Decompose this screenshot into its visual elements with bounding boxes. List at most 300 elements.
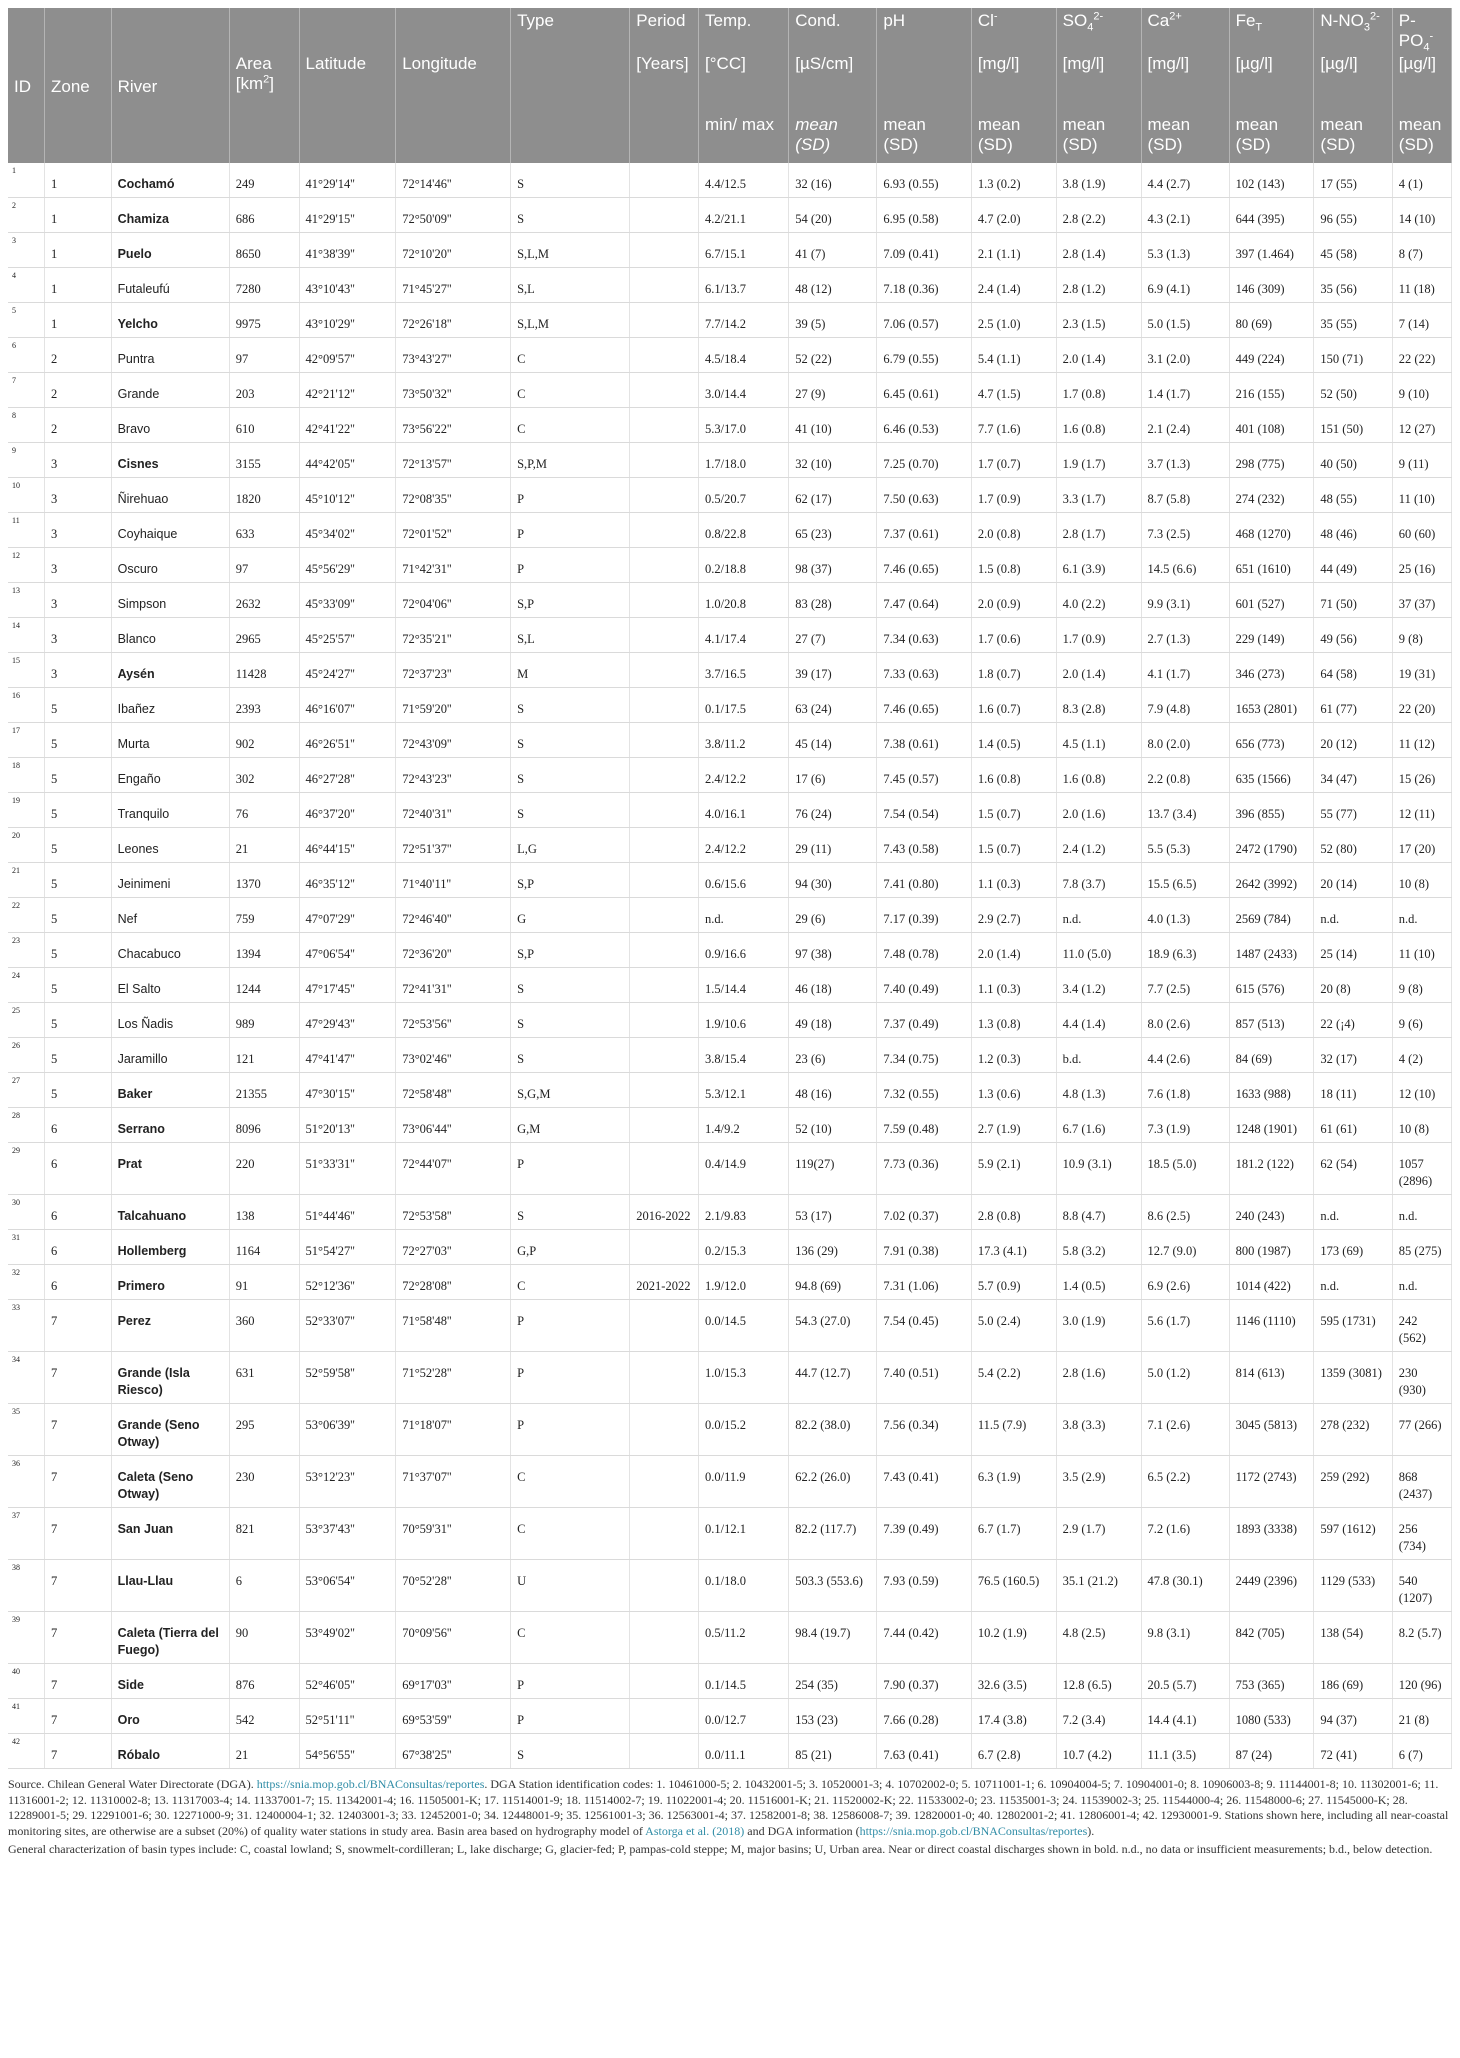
cell-ca: 13.7 (3.4) xyxy=(1141,793,1229,828)
cell-river: Caleta (Tierra del Fuego) xyxy=(111,1612,229,1664)
cell-no3: 44 (49) xyxy=(1314,548,1392,583)
cell-po4: 8.2 (5.7) xyxy=(1392,1612,1451,1664)
cell-period xyxy=(630,1038,699,1073)
cell-no3: 597 (1612) xyxy=(1314,1508,1392,1560)
cell-river: Hollemberg xyxy=(111,1230,229,1265)
cell-area: 610 xyxy=(229,408,299,443)
cell-fe: 644 (395) xyxy=(1229,198,1314,233)
cell-lat: 46°37'20'' xyxy=(299,793,396,828)
cell-po4: 242 (562) xyxy=(1392,1300,1451,1352)
cell-lon: 67°38'25'' xyxy=(396,1734,511,1769)
cell-fe: 656 (773) xyxy=(1229,723,1314,758)
cell-area: 9975 xyxy=(229,303,299,338)
cell-cond: 98.4 (19.7) xyxy=(789,1612,877,1664)
row-id: 9 xyxy=(12,446,16,455)
cell-zone: 3 xyxy=(45,653,112,688)
cell-area: 11428 xyxy=(229,653,299,688)
row-id: 22 xyxy=(12,901,20,910)
col-no3: $N-NO_3^{2-}$ xyxy=(1314,8,1392,51)
cell-no3: 138 (54) xyxy=(1314,1612,1392,1664)
cell-river: Puelo xyxy=(111,233,229,268)
cell-fe: 146 (309) xyxy=(1229,268,1314,303)
cell-cl: 1.7 (0.7) xyxy=(971,443,1056,478)
cell-river: Róbalo xyxy=(111,1734,229,1769)
table-row xyxy=(8,1612,1452,1664)
cell-id xyxy=(8,1230,45,1265)
cell-period xyxy=(630,898,699,933)
cell-type: S,P xyxy=(511,583,630,618)
cell-ca: 5.5 (5.3) xyxy=(1141,828,1229,863)
cell-cl: 1.6 (0.8) xyxy=(971,758,1056,793)
row-id: 19 xyxy=(12,796,20,805)
cell-po4: 10 (8) xyxy=(1392,863,1451,898)
cell-area: 631 xyxy=(229,1352,299,1404)
cell-river: Cisnes xyxy=(111,443,229,478)
cell-po4: 9 (10) xyxy=(1392,373,1451,408)
cell-period xyxy=(630,688,699,723)
cell-zone: 3 xyxy=(45,443,112,478)
cell-zone: 5 xyxy=(45,898,112,933)
cell-fe: 216 (155) xyxy=(1229,373,1314,408)
cell-area: 97 xyxy=(229,338,299,373)
table-row xyxy=(8,1300,1452,1352)
cell-id xyxy=(8,163,45,198)
cell-ph: 7.43 (0.41) xyxy=(877,1456,972,1508)
cell-river: Los Ñadis xyxy=(111,1003,229,1038)
cell-lat: 41°29'14'' xyxy=(299,163,396,198)
cell-cond: 46 (18) xyxy=(789,968,877,1003)
cell-lon: 72°43'09'' xyxy=(396,723,511,758)
cell-river: Caleta (Seno Otway) xyxy=(111,1456,229,1508)
row-id: 11 xyxy=(12,516,20,525)
col-type-unit xyxy=(511,51,630,112)
cell-cl: 2.1 (1.1) xyxy=(971,233,1056,268)
cell-cl: 2.7 (1.9) xyxy=(971,1108,1056,1143)
astorga-citation-link[interactable]: Astorga et al. (2018) xyxy=(645,1823,745,1838)
cell-ca: 8.0 (2.6) xyxy=(1141,1003,1229,1038)
cell-area: 989 xyxy=(229,1003,299,1038)
cell-area: 220 xyxy=(229,1143,299,1195)
cell-po4: 12 (11) xyxy=(1392,793,1451,828)
cell-lon: 71°42'31'' xyxy=(396,548,511,583)
cell-type: S xyxy=(511,793,630,828)
col-period: Period xyxy=(630,8,699,51)
cell-river: Aysén xyxy=(111,653,229,688)
cell-so4: 4.5 (1.1) xyxy=(1056,723,1141,758)
cell-id xyxy=(8,268,45,303)
cell-area: 633 xyxy=(229,513,299,548)
row-id: 17 xyxy=(12,726,20,735)
cell-po4: 17 (20) xyxy=(1392,828,1451,863)
cell-ph: 6.46 (0.53) xyxy=(877,408,972,443)
cell-type: U xyxy=(511,1560,630,1612)
cell-so4: 4.8 (1.3) xyxy=(1056,1073,1141,1108)
cell-ph: 7.46 (0.65) xyxy=(877,548,972,583)
row-id: 34 xyxy=(12,1355,20,1364)
cell-type: S,P,M xyxy=(511,443,630,478)
cell-river: Bravo xyxy=(111,408,229,443)
cell-id xyxy=(8,1038,45,1073)
cell-cond: 48 (16) xyxy=(789,1073,877,1108)
cell-temp: 0.9/16.6 xyxy=(699,933,789,968)
cell-zone: 6 xyxy=(45,1108,112,1143)
col-ph-stat: mean (SD) xyxy=(877,112,972,163)
table-row xyxy=(8,968,1452,1003)
cell-ca: 7.2 (1.6) xyxy=(1141,1508,1229,1560)
cell-po4: 11 (10) xyxy=(1392,478,1451,513)
cell-period xyxy=(630,828,699,863)
cell-cond: 45 (14) xyxy=(789,723,877,758)
cell-period xyxy=(630,163,699,198)
cell-id xyxy=(8,1195,45,1230)
cell-period xyxy=(630,1230,699,1265)
cell-cl: 5.0 (2.4) xyxy=(971,1300,1056,1352)
cell-fe: 80 (69) xyxy=(1229,303,1314,338)
cell-no3: 45 (58) xyxy=(1314,233,1392,268)
cell-type: S xyxy=(511,1734,630,1769)
cell-po4: 230 (930) xyxy=(1392,1352,1451,1404)
cell-temp: 6.7/15.1 xyxy=(699,233,789,268)
cell-cond: 62.2 (26.0) xyxy=(789,1456,877,1508)
cell-ph: 7.32 (0.55) xyxy=(877,1073,972,1108)
table-footnote xyxy=(8,1777,1452,1858)
row-id: 25 xyxy=(12,1006,20,1015)
cell-ph: 7.40 (0.49) xyxy=(877,968,972,1003)
cell-cl: 2.5 (1.0) xyxy=(971,303,1056,338)
cell-cl: 1.8 (0.7) xyxy=(971,653,1056,688)
cell-temp: 1.0/15.3 xyxy=(699,1352,789,1404)
cell-po4: 10 (8) xyxy=(1392,1108,1451,1143)
col-id: ID xyxy=(8,8,45,163)
cell-period xyxy=(630,513,699,548)
cell-so4: 2.8 (1.4) xyxy=(1056,233,1141,268)
cell-area: 2393 xyxy=(229,688,299,723)
cell-zone: 5 xyxy=(45,793,112,828)
cell-period: 2021-2022 xyxy=(630,1265,699,1300)
cell-temp: 0.2/15.3 xyxy=(699,1230,789,1265)
cell-area: 6 xyxy=(229,1560,299,1612)
cell-no3: 61 (77) xyxy=(1314,688,1392,723)
cell-ca: 6.9 (2.6) xyxy=(1141,1265,1229,1300)
cell-lat: 45°56'29'' xyxy=(299,548,396,583)
cell-id xyxy=(8,478,45,513)
cell-po4: 1057 (2896) xyxy=(1392,1143,1451,1195)
cell-id xyxy=(8,618,45,653)
cell-id xyxy=(8,1265,45,1300)
cell-area: 76 xyxy=(229,793,299,828)
col-ph-unit xyxy=(877,51,972,112)
cell-zone: 1 xyxy=(45,303,112,338)
cell-id xyxy=(8,1508,45,1560)
cell-lon: 69°53'59'' xyxy=(396,1699,511,1734)
cell-lon: 72°41'31'' xyxy=(396,968,511,1003)
cell-ca: 7.1 (2.6) xyxy=(1141,1404,1229,1456)
cell-type: S,P xyxy=(511,863,630,898)
cell-fe: 2642 (3992) xyxy=(1229,863,1314,898)
cell-lon: 72°13'57'' xyxy=(396,443,511,478)
water-quality-table xyxy=(8,8,1452,1769)
cell-so4: 8.3 (2.8) xyxy=(1056,688,1141,723)
cell-lat: 44°42'05'' xyxy=(299,443,396,478)
cell-cond: 54 (20) xyxy=(789,198,877,233)
cell-cond: 136 (29) xyxy=(789,1230,877,1265)
cell-lon: 72°10'20'' xyxy=(396,233,511,268)
cell-ph: 7.91 (0.38) xyxy=(877,1230,972,1265)
cell-ph: 7.45 (0.57) xyxy=(877,758,972,793)
cell-cond: 98 (37) xyxy=(789,548,877,583)
cell-area: 1370 xyxy=(229,863,299,898)
cell-cl: 1.4 (0.5) xyxy=(971,723,1056,758)
cell-ph: 7.37 (0.49) xyxy=(877,1003,972,1038)
cell-po4: n.d. xyxy=(1392,898,1451,933)
cell-temp: 1.0/20.8 xyxy=(699,583,789,618)
cell-river: Cochamó xyxy=(111,163,229,198)
cell-period xyxy=(630,1073,699,1108)
cell-temp: 1.5/14.4 xyxy=(699,968,789,1003)
cell-ph: 7.09 (0.41) xyxy=(877,233,972,268)
cell-lat: 46°16'07'' xyxy=(299,688,396,723)
cell-lat: 51°20'13'' xyxy=(299,1108,396,1143)
cell-cl: 5.9 (2.1) xyxy=(971,1143,1056,1195)
row-id: 39 xyxy=(12,1615,20,1624)
cell-ca: 2.2 (0.8) xyxy=(1141,758,1229,793)
cell-type: S xyxy=(511,1038,630,1073)
cell-period xyxy=(630,1300,699,1352)
cell-id xyxy=(8,898,45,933)
cell-type: S xyxy=(511,688,630,723)
cell-lat: 53°49'02'' xyxy=(299,1612,396,1664)
cell-temp: 4.0/16.1 xyxy=(699,793,789,828)
cell-lat: 43°10'29'' xyxy=(299,303,396,338)
cell-period xyxy=(630,1352,699,1404)
cell-fe: 2472 (1790) xyxy=(1229,828,1314,863)
table-row xyxy=(8,1508,1452,1560)
cell-cl: 2.4 (1.4) xyxy=(971,268,1056,303)
cell-zone: 7 xyxy=(45,1456,112,1508)
cell-ph: 7.06 (0.57) xyxy=(877,303,972,338)
cell-cond: 41 (10) xyxy=(789,408,877,443)
cell-cl: 5.4 (1.1) xyxy=(971,338,1056,373)
cell-cond: 39 (5) xyxy=(789,303,877,338)
cell-id xyxy=(8,968,45,1003)
col-lon-blank xyxy=(396,8,511,51)
col-temp-unit: [°CC] xyxy=(699,51,789,112)
source-link[interactable]: https://snia.mop.gob.cl/BNAConsultas/reportes xyxy=(256,1777,485,1791)
source-note: Source. Chilean General Water Directorate (DGA). https://snia.mop.gob.cl/BNAConsultas/reportes. DGA Station identification codes: 1. 10461000-5; 2. 10432001-5; 3. 10520001-3; 4. 10702002-0; 5. 10711001-1; 6. 10904004-5; 7. 10904001-0; 8. 10906003-8; 9. 11144001-8; 10. 11302001-6; 11. 11316001-2; 12. 11310002-8; 13. 11317003-4; 14. 11337001-7; 15. 11342001-4; 16. 11505001-K; 17. 11514001-9; 18. 11514002-7; 19. 11022001-4; 20. 11516001-K; 21. 11520002-K; 22. 11533002-0; 23. 11535001-3; 24. 11539002-3; 25. 11544000-4; 26. 11548000-6; 27. 11545000-K; 28. 12289001-5; 29. 12291001-6; 30. 12271000-9; 31. 12400004-1; 32. 12403001-3; 33. 12452001-0; 34. 12448001-9; 35. 12561001-3; 36. 12563001-4; 37. 12582001-8; 38. 12586008-7; 39. 12820001-0; 40. 12802001-2; 41. 12806001-4; 42. 12930001-9. Stations shown here, including all near-coastal monitoring sites, are otherwise are a subset (20%) of quality water stations in study area. Basin area based on hydrography model of Astorga et al. (2018) and DGA information (https://snia.mop.gob.cl/BNAConsultas/reportes). xyxy=(8,1777,1449,1838)
table-row xyxy=(8,1143,1452,1195)
cell-so4: 2.3 (1.5) xyxy=(1056,303,1141,338)
cell-ph: 7.54 (0.54) xyxy=(877,793,972,828)
cell-fe: 346 (273) xyxy=(1229,653,1314,688)
cell-lat: 47°29'43'' xyxy=(299,1003,396,1038)
cell-lat: 53°06'54'' xyxy=(299,1560,396,1612)
cell-type: S xyxy=(511,163,630,198)
cell-river: San Juan xyxy=(111,1508,229,1560)
cell-ph: 7.38 (0.61) xyxy=(877,723,972,758)
cell-fe: 1014 (422) xyxy=(1229,1265,1314,1300)
row-id: 15 xyxy=(12,656,20,665)
table-row xyxy=(8,793,1452,828)
cell-ca: 2.1 (2.4) xyxy=(1141,408,1229,443)
col-po4: $P-PO_4^-$ xyxy=(1392,8,1451,51)
table-row xyxy=(8,1038,1452,1073)
dga-link[interactable]: https://snia.mop.gob.cl/BNAConsultas/reportes xyxy=(859,1823,1088,1838)
table-row xyxy=(8,1230,1452,1265)
cell-cl: 7.7 (1.6) xyxy=(971,408,1056,443)
cell-so4: 7.8 (3.7) xyxy=(1056,863,1141,898)
cell-ph: 7.93 (0.59) xyxy=(877,1560,972,1612)
cell-id xyxy=(8,863,45,898)
cell-no3: 96 (55) xyxy=(1314,198,1392,233)
cell-river: Murta xyxy=(111,723,229,758)
cell-zone: 7 xyxy=(45,1404,112,1456)
cell-po4: 9 (11) xyxy=(1392,443,1451,478)
cell-cl: 2.8 (0.8) xyxy=(971,1195,1056,1230)
cell-zone: 5 xyxy=(45,723,112,758)
cell-lat: 47°06'54'' xyxy=(299,933,396,968)
cell-zone: 2 xyxy=(45,338,112,373)
cell-lon: 72°46'40'' xyxy=(396,898,511,933)
cell-lat: 51°33'31'' xyxy=(299,1143,396,1195)
cell-lon: 70°09'56'' xyxy=(396,1612,511,1664)
cell-fe: 857 (513) xyxy=(1229,1003,1314,1038)
cell-cond: 23 (6) xyxy=(789,1038,877,1073)
row-id: 5 xyxy=(12,306,16,315)
cell-area: 21 xyxy=(229,828,299,863)
cell-po4: 77 (266) xyxy=(1392,1404,1451,1456)
cell-period: 2016-2022 xyxy=(630,1195,699,1230)
cell-period xyxy=(630,1508,699,1560)
col-cl-unit: [mg/l] xyxy=(971,51,1056,112)
cell-ph: 6.45 (0.61) xyxy=(877,373,972,408)
cell-id xyxy=(8,443,45,478)
cell-temp: 4.1/17.4 xyxy=(699,618,789,653)
col-type: Type xyxy=(511,8,630,51)
cell-temp: 4.2/21.1 xyxy=(699,198,789,233)
cell-so4: 1.9 (1.7) xyxy=(1056,443,1141,478)
cell-cond: 94.8 (69) xyxy=(789,1265,877,1300)
cell-zone: 7 xyxy=(45,1508,112,1560)
cell-ca: 5.0 (1.2) xyxy=(1141,1352,1229,1404)
cell-period xyxy=(630,723,699,758)
cell-so4: 2.8 (1.7) xyxy=(1056,513,1141,548)
cell-type: S,L,M xyxy=(511,303,630,338)
cell-lon: 73°43'27'' xyxy=(396,338,511,373)
cell-cl: 11.5 (7.9) xyxy=(971,1404,1056,1456)
cell-area: 249 xyxy=(229,163,299,198)
cell-ph: 6.79 (0.55) xyxy=(877,338,972,373)
col-no3-stat: mean (SD) xyxy=(1314,112,1392,163)
cell-fe: 84 (69) xyxy=(1229,1038,1314,1073)
cell-id xyxy=(8,1352,45,1404)
cell-fe: 635 (1566) xyxy=(1229,758,1314,793)
cell-lat: 47°07'29'' xyxy=(299,898,396,933)
cell-ca: 9.9 (3.1) xyxy=(1141,583,1229,618)
row-id: 13 xyxy=(12,586,20,595)
cell-zone: 1 xyxy=(45,233,112,268)
row-id: 10 xyxy=(12,481,20,490)
cell-po4: 540 (1207) xyxy=(1392,1560,1451,1612)
cell-po4: 85 (275) xyxy=(1392,1230,1451,1265)
cell-period xyxy=(630,338,699,373)
col-ca-unit: [mg/l] xyxy=(1141,51,1229,112)
cell-area: 821 xyxy=(229,1508,299,1560)
col-lon-stat xyxy=(396,112,511,163)
cell-no3: 52 (80) xyxy=(1314,828,1392,863)
cell-cond: 29 (6) xyxy=(789,898,877,933)
cell-cl: 32.6 (3.5) xyxy=(971,1664,1056,1699)
cell-temp: 0.2/18.8 xyxy=(699,548,789,583)
cell-temp: 0.1/14.5 xyxy=(699,1664,789,1699)
col-temp: Temp. xyxy=(699,8,789,51)
cell-ca: 7.3 (1.9) xyxy=(1141,1108,1229,1143)
cell-cond: 52 (22) xyxy=(789,338,877,373)
cell-lat: 42°41'22'' xyxy=(299,408,396,443)
table-row xyxy=(8,233,1452,268)
col-cond: Cond. xyxy=(789,8,877,51)
cell-area: 2965 xyxy=(229,618,299,653)
table-row xyxy=(8,828,1452,863)
cell-river: Chacabuco xyxy=(111,933,229,968)
cell-id xyxy=(8,723,45,758)
cell-temp: 0.6/15.6 xyxy=(699,863,789,898)
cell-cl: 1.2 (0.3) xyxy=(971,1038,1056,1073)
cell-fe: 240 (243) xyxy=(1229,1195,1314,1230)
col-fe-unit: [µg/l] xyxy=(1229,51,1314,112)
cell-temp: 5.3/17.0 xyxy=(699,408,789,443)
cell-area: 90 xyxy=(229,1612,299,1664)
cell-so4: 2.8 (1.2) xyxy=(1056,268,1141,303)
cell-river: Ibañez xyxy=(111,688,229,723)
cell-so4: 11.0 (5.0) xyxy=(1056,933,1141,968)
cell-period xyxy=(630,478,699,513)
cell-cond: 41 (7) xyxy=(789,233,877,268)
cell-area: 8650 xyxy=(229,233,299,268)
cell-cl: 2.0 (1.4) xyxy=(971,933,1056,968)
cell-river: Llau-Llau xyxy=(111,1560,229,1612)
table-row xyxy=(8,163,1452,198)
cell-cl: 1.1 (0.3) xyxy=(971,863,1056,898)
cell-ca: 8.7 (5.8) xyxy=(1141,478,1229,513)
cell-period xyxy=(630,373,699,408)
cell-no3: 35 (55) xyxy=(1314,303,1392,338)
row-id: 42 xyxy=(12,1737,20,1746)
cell-river: Perez xyxy=(111,1300,229,1352)
cell-area: 121 xyxy=(229,1038,299,1073)
cell-cond: 503.3 (553.6) xyxy=(789,1560,877,1612)
table-row xyxy=(8,1664,1452,1699)
cell-id xyxy=(8,688,45,723)
cell-cond: 17 (6) xyxy=(789,758,877,793)
cell-so4: 4.8 (2.5) xyxy=(1056,1612,1141,1664)
cell-type: S xyxy=(511,198,630,233)
general-note: General characterization of basin types include: C, coastal lowland; S, snowmelt-cordilleran; L, lake discharge; G, glacier-fed; P, pampas-cold steppe; M, major basins; U, Urban area. Near or direct coastal discharges shown in bold. n.d., no data or insufficient measurements; b.d., below detection. xyxy=(8,1842,1433,1856)
table-row xyxy=(8,1073,1452,1108)
cell-cond: 94 (30) xyxy=(789,863,877,898)
cell-zone: 6 xyxy=(45,1195,112,1230)
cell-zone: 7 xyxy=(45,1699,112,1734)
cell-river: Jaramillo xyxy=(111,1038,229,1073)
cell-ca: 4.3 (2.1) xyxy=(1141,198,1229,233)
cell-cl: 6.7 (2.8) xyxy=(971,1734,1056,1769)
cell-cond: 27 (7) xyxy=(789,618,877,653)
cell-type: P xyxy=(511,513,630,548)
cell-so4: 1.6 (0.8) xyxy=(1056,758,1141,793)
cell-fe: 1248 (1901) xyxy=(1229,1108,1314,1143)
cell-id xyxy=(8,1300,45,1352)
cell-ca: 3.1 (2.0) xyxy=(1141,338,1229,373)
cell-temp: 0.8/22.8 xyxy=(699,513,789,548)
